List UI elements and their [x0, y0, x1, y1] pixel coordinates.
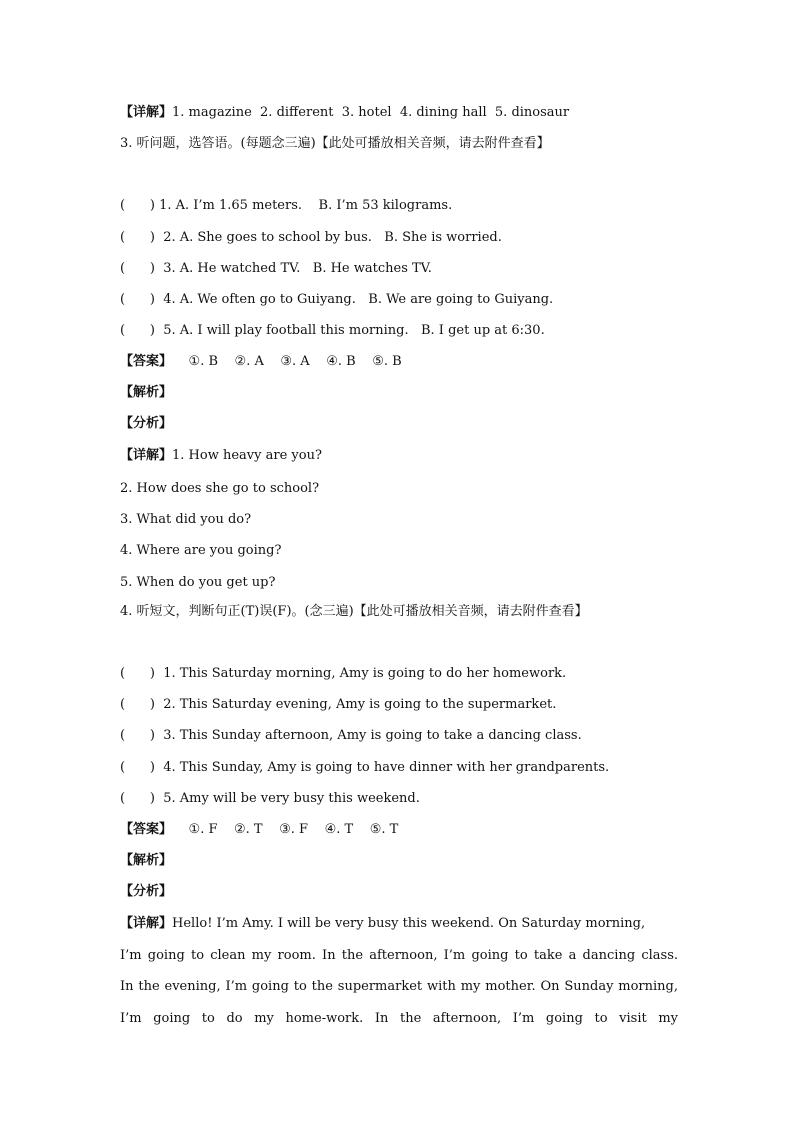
s4-passage-line-2: I’m going to clean my room. In the afternoon, I’m going to take a dancing class. [120, 947, 678, 963]
s4-question-1: ( ) 1. This Saturday morning, Amy is going to do her homework. [120, 666, 567, 681]
s4-question-4: ( ) 4. This Sunday, Amy is going to have dinner with her grandparents. [120, 760, 610, 775]
s3-question-4: ( ) 4. A. We often go to Guiyang. B. We are going to Guiyang. [120, 292, 554, 307]
s4-question-5: ( ) 5. Amy will be very busy this weekend. [120, 791, 420, 806]
s3-question-2: ( ) 2. A. She goes to school by bus. B. She is worried. [120, 230, 502, 245]
s3-fenxi-label: 【分析】 [120, 416, 173, 431]
section-4-title: 4. 听短文，判断句正(T)误(F)。(念三遍)【此处可播放相关音频，请去附件查看】 [120, 604, 588, 619]
s4-answer-text: ①. F ②. T ③. F ④. T ⑤. T [172, 822, 399, 837]
s3-answer [120, 354, 402, 370]
s3-detail-text-1: 1. How heavy are you? [172, 448, 322, 463]
s3-analysis-label: 【解析】 [120, 385, 173, 400]
s4-detail-passage [120, 916, 678, 1042]
s4-detail-label: 【详解】 [120, 916, 173, 931]
s3-detail-3: 3. What did you do? [120, 512, 252, 527]
s3-detail-label: 【详解】 [120, 448, 173, 463]
s4-passage-line-1 [120, 916, 678, 948]
s3-question-5: ( ) 5. A. I will play football this morning. B. I get up at 6:30. [120, 323, 545, 338]
detail-line-1 [120, 105, 569, 121]
s4-answer-label: 【答案】 [120, 822, 173, 837]
s4-answer [120, 822, 398, 838]
s4-question-2: ( ) 2. This Saturday evening, Amy is going to the supermarket. [120, 697, 557, 712]
s4-passage-text-1: Hello! I’m Amy. I will be very busy this weekend. On Saturday morning, [172, 916, 646, 931]
s3-detail-5: 5. When do you get up? [120, 575, 276, 590]
s4-analysis-label: 【解析】 [120, 853, 173, 868]
s4-question-3: ( ) 3. This Sunday afternoon, Amy is going to take a dancing class. [120, 728, 582, 743]
s4-passage-line-4: I’m going to do my home-work. In the afternoon, I’m going to visit my [120, 1010, 678, 1026]
s3-detail-1 [120, 448, 322, 464]
s4-passage-line-3: In the evening, I’m going to the supermarket with my mother. On Sunday morning, [120, 979, 678, 994]
s3-question-3: ( ) 3. A. He watched TV. B. He watches TV. [120, 261, 432, 276]
section-3-title: 3. 听问题，选答语。(每题念三遍)【此处可播放相关音频，请去附件查看】 [120, 136, 550, 151]
s3-answer-label: 【答案】 [120, 354, 173, 369]
s3-detail-4: 4. Where are you going? [120, 543, 282, 558]
s3-answer-text: ①. B ②. A ③. A ④. B ⑤. B [172, 354, 402, 369]
detail-label: 【详解】 [120, 105, 173, 120]
s3-question-1: ( ) 1. A. I’m 1.65 meters. B. I’m 53 kilograms. [120, 198, 453, 213]
detail-text: 1. magazine 2. different 3. hotel 4. dining hall 5. dinosaur [172, 105, 570, 120]
s3-detail-2: 2. How does she go to school? [120, 481, 320, 496]
s4-fenxi-label: 【分析】 [120, 884, 173, 899]
